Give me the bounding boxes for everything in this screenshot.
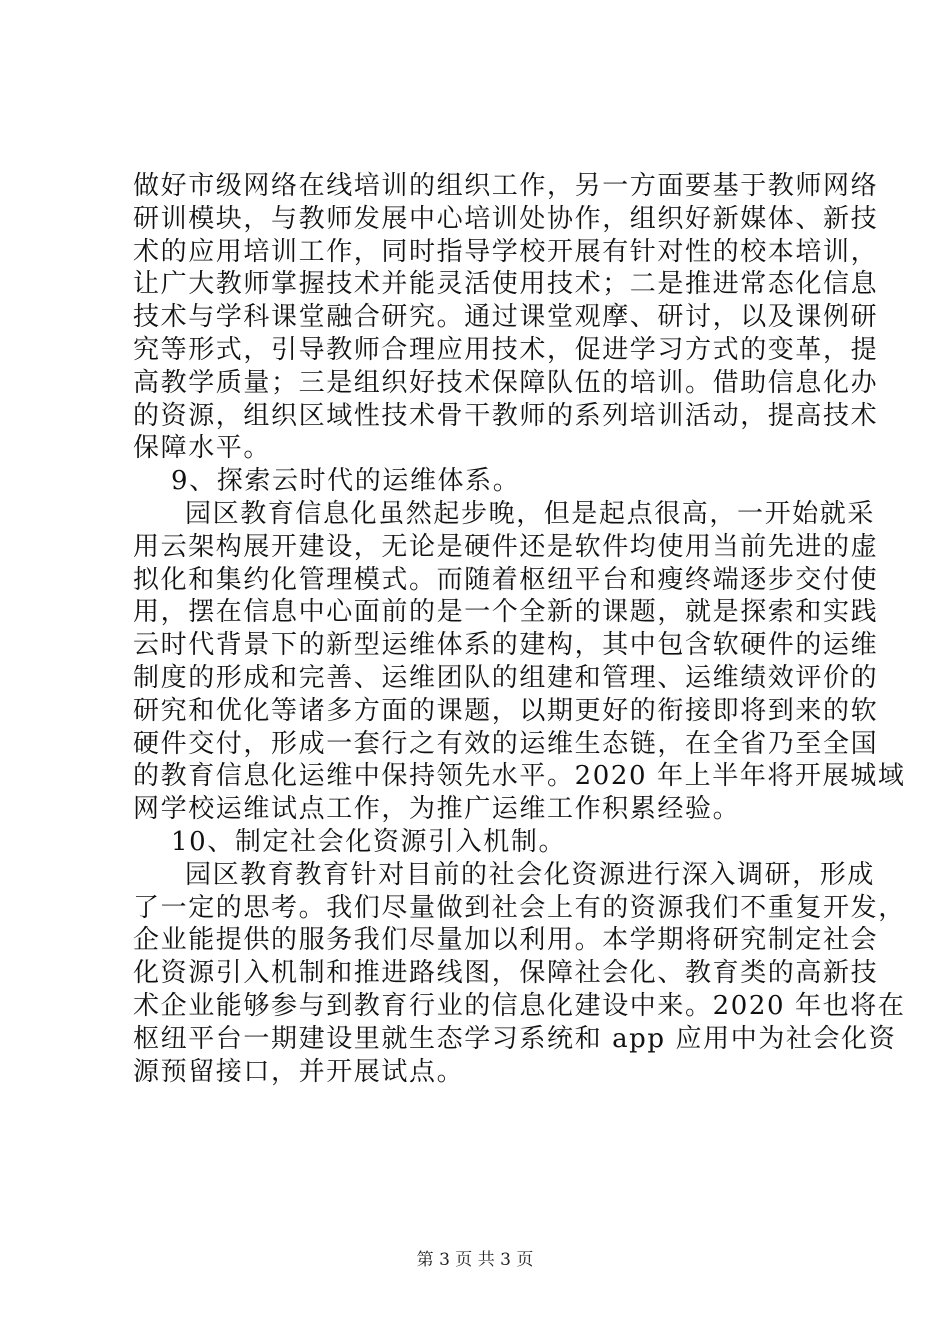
paragraph-line: 网学校运维试点工作，为推广运维工作积累经验。 — [133, 794, 741, 825]
paragraph-line: 拟化和集约化管理模式。而随着枢纽平台和瘦终端逐步交付使 — [133, 564, 879, 595]
paragraph-line: 术的应用培训工作，同时指导学校开展有针对性的校本培训， — [133, 236, 879, 267]
paragraph-line: 源预留接口，并开展试点。 — [133, 1056, 465, 1087]
document-body — [133, 170, 906, 1088]
paragraph-line: 研训模块，与教师发展中心培训处协作，组织好新媒体、新技 — [133, 203, 879, 234]
section-heading-10: 10、制定社会化资源引入机制。 — [171, 826, 567, 857]
paragraph-line: 企业能提供的服务我们尽量加以利用。本学期将研究制定社会 — [133, 925, 879, 956]
paragraph-line: 术企业能够参与到教育行业的信息化建设中来。2020 年也将在 — [133, 990, 906, 1021]
paragraph-line: 究等形式，引导教师合理应用技术，促进学习方式的变革，提 — [133, 334, 879, 365]
paragraph-line: 硬件交付，形成一套行之有效的运维生态链，在全省乃至全国 — [133, 728, 879, 759]
paragraph-line: 技术与学科课堂融合研究。通过课堂观摩、研讨，以及课例研 — [133, 302, 879, 333]
paragraph-line: 用云架构展开建设，无论是硬件还是软件均使用当前先进的虚 — [133, 531, 879, 562]
page-number-footer: 第 3 页 共 3 页 — [416, 1250, 534, 1270]
paragraph-line: 化资源引入机制和推进路线图，保障社会化、教育类的高新技 — [133, 958, 879, 989]
paragraph-line: 了一定的思考。我们尽量做到社会上有的资源我们不重复开发， — [133, 892, 906, 923]
paragraph-line: 高教学质量；三是组织好技术保障队伍的培训。借助信息化办 — [133, 367, 879, 398]
paragraph-line: 枢纽平台一期建设里就生态学习系统和 app 应用中为社会化资 — [133, 1023, 897, 1054]
paragraph-line: 保障水平。 — [133, 433, 272, 464]
paragraph-line: 的资源，组织区域性技术骨干教师的系列培训活动，提高技术 — [133, 400, 879, 431]
paragraph-line: 让广大教师掌握技术并能灵活使用技术；二是推进常态化信息 — [133, 269, 879, 300]
paragraph-line: 园区教育信息化虽然起步晚，但是起点很高，一开始就采 — [185, 498, 876, 529]
paragraph-line: 做好市级网络在线培训的组织工作，另一方面要基于教师网络 — [133, 171, 879, 201]
paragraph-line: 研究和优化等诸多方面的课题，以期更好的衔接即将到来的软 — [133, 695, 879, 726]
paragraph-line: 用，摆在信息中心面前的是一个全新的课题，就是探索和实践 — [133, 597, 879, 628]
paragraph-line: 园区教育教育针对目前的社会化资源进行深入调研，形成 — [185, 859, 876, 890]
paragraph-line: 云时代背景下的新型运维体系的建构，其中包含软硬件的运维 — [133, 630, 879, 661]
paragraph-line: 制度的形成和完善、运维团队的组建和管理、运维绩效评价的 — [133, 662, 879, 693]
paragraph-line: 的教育信息化运维中保持领先水平。2020 年上半年将开展城域 — [133, 761, 906, 792]
section-heading-9: 9、探索云时代的运维体系。 — [171, 466, 521, 497]
